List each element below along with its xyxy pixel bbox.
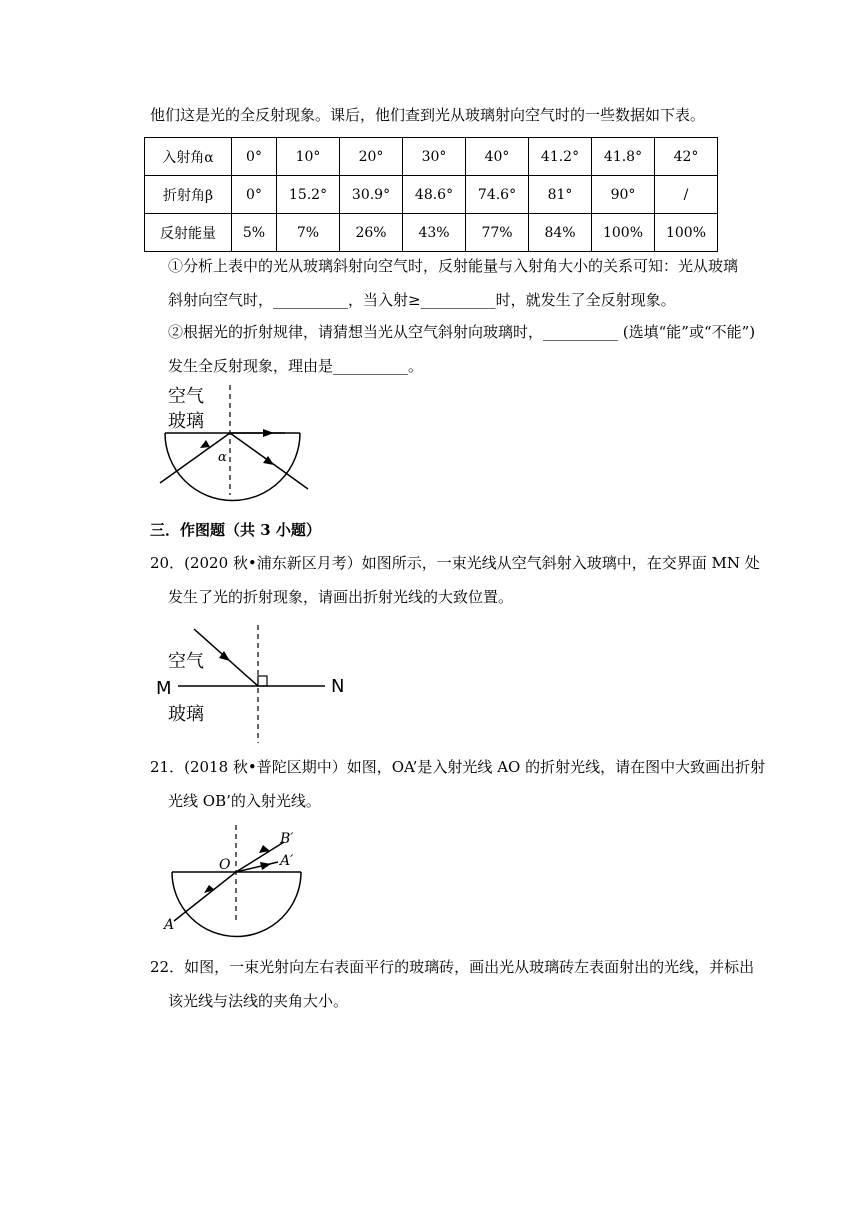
table-cell: 7% bbox=[277, 214, 340, 252]
row-header: 入射角α bbox=[145, 138, 232, 176]
data-table bbox=[144, 137, 718, 252]
table-cell: 100% bbox=[655, 214, 718, 252]
question-2-line-1: ②根据光的折射规律，请猜想当光从空气斜射向玻璃时，__________ (选填“能”或“不能”) bbox=[168, 323, 756, 341]
table-cell: 48.6° bbox=[403, 176, 466, 214]
table-cell: 40° bbox=[466, 138, 529, 176]
table-cell: 41.2° bbox=[529, 138, 592, 176]
table-cell: 30° bbox=[403, 138, 466, 176]
question-22-line-1: 22．如图，一束光射向左右表面平行的玻璃砖，画出光从玻璃砖左表面射出的光线，并标出 bbox=[150, 958, 755, 976]
table-row bbox=[145, 138, 718, 176]
figure-semicircle-ob bbox=[160, 825, 310, 940]
question-20-line-2: 发生了光的折射现象，请画出折射光线的大致位置。 bbox=[168, 588, 514, 606]
table-row bbox=[145, 176, 718, 214]
table-cell: 43% bbox=[403, 214, 466, 252]
label-glass: 玻璃 bbox=[168, 704, 204, 725]
label-glass: 玻璃 bbox=[168, 411, 204, 432]
question-2-line-2: 发生全反射现象，理由是__________。 bbox=[168, 357, 424, 375]
question-21-line-2: 光线 OB’的入射光线。 bbox=[168, 792, 321, 810]
question-22-line-2: 该光线与法线的夹角大小。 bbox=[168, 992, 349, 1010]
intro-text: 他们这是光的全反射现象。课后，他们查到光从玻璃射向空气时的一些数据如下表。 bbox=[150, 106, 706, 124]
table-cell: 30.9° bbox=[340, 176, 403, 214]
table-cell: 42° bbox=[655, 138, 718, 176]
label-o: O bbox=[219, 857, 231, 873]
table-cell: 84% bbox=[529, 214, 592, 252]
table-cell: 0° bbox=[232, 176, 277, 214]
table-cell: 90° bbox=[592, 176, 655, 214]
table-cell: 15.2° bbox=[277, 176, 340, 214]
label-n: N bbox=[331, 676, 345, 697]
question-1-line-1: ①分析上表中的光从玻璃斜射向空气时，反射能量与入射角大小的关系可知：光从玻璃 bbox=[168, 257, 739, 275]
table-cell: 100% bbox=[592, 214, 655, 252]
table-cell: 74.6° bbox=[466, 176, 529, 214]
label-b-prime: B′ bbox=[280, 831, 294, 847]
label-a-prime: A′ bbox=[280, 853, 294, 869]
table-row bbox=[145, 214, 718, 252]
figure-total-reflection bbox=[150, 385, 320, 510]
table-cell: 26% bbox=[340, 214, 403, 252]
table-cell: 20° bbox=[340, 138, 403, 176]
row-header: 折射角β bbox=[145, 176, 232, 214]
label-angle: α bbox=[218, 450, 227, 465]
row-header: 反射能量 bbox=[145, 214, 232, 252]
table-cell: / bbox=[655, 176, 718, 214]
table-cell: 77% bbox=[466, 214, 529, 252]
label-m: M bbox=[156, 678, 172, 699]
question-21-line-1: 21．(2018 秋•普陀区期中）如图，OA’是入射光线 AO 的折射光线，请在图中大致画出折射 bbox=[150, 758, 766, 776]
question-20-line-1: 20．(2020 秋•浦东新区月考）如图所示，一束光线从空气斜射入玻璃中，在交界面 MN 处 bbox=[150, 554, 760, 572]
label-air: 空气 bbox=[168, 651, 204, 672]
section-title: 三．作图题（共 3 小题） bbox=[150, 521, 321, 539]
table-cell: 41.8° bbox=[592, 138, 655, 176]
table-cell: 5% bbox=[232, 214, 277, 252]
label-air: 空气 bbox=[168, 386, 204, 407]
table-cell: 0° bbox=[232, 138, 277, 176]
table-cell: 81° bbox=[529, 176, 592, 214]
question-1-line-2: 斜射向空气时，__________，当入射≥__________时，就发生了全反射现象。 bbox=[168, 291, 676, 309]
table-cell: 10° bbox=[277, 138, 340, 176]
figure-interface-mn bbox=[150, 625, 360, 745]
label-a: A bbox=[164, 917, 175, 933]
